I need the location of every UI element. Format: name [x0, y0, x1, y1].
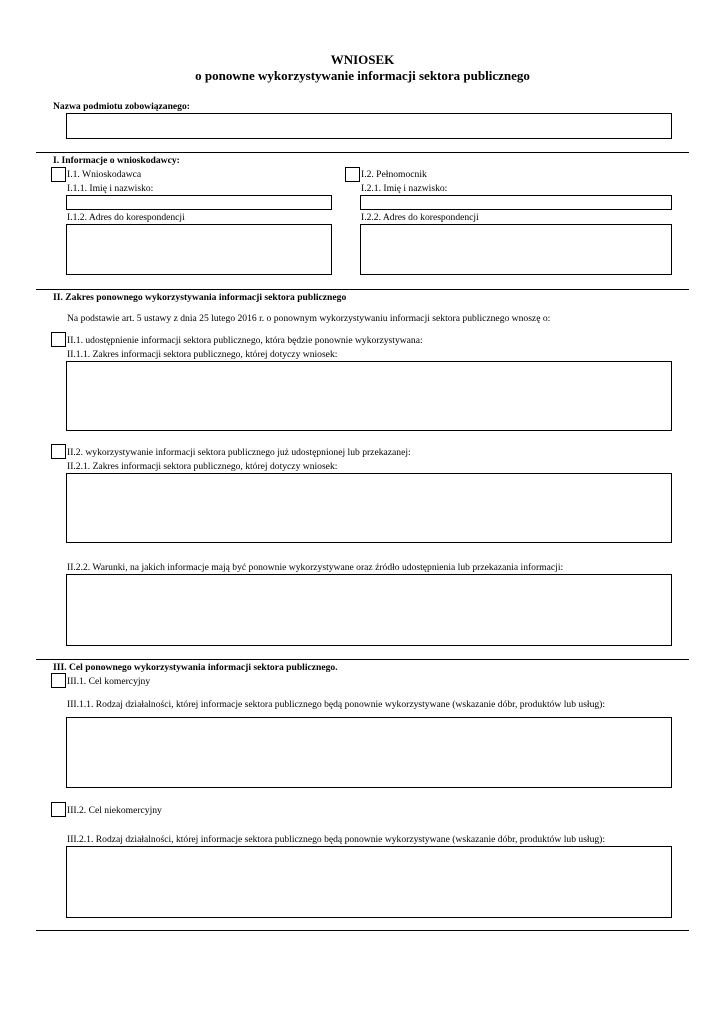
commercial-checkbox[interactable]	[51, 673, 66, 688]
section-divider	[36, 152, 689, 153]
proxy-address-field[interactable]	[360, 224, 672, 275]
section2-intro: Na podstawie art. 5 ustawy z dnia 25 lutego 2016 r. o ponownym wykorzystywaniu informacji sektora publicznego wnoszę o:	[67, 313, 551, 324]
proxy-address-label: I.2.2. Adres do korespondencji	[361, 212, 479, 223]
section-divider	[36, 289, 689, 290]
share-info-checkbox-label: II.1. udostępnienie informacji sektora publicznego, która będzie ponownie wykorzystywana:	[67, 335, 423, 346]
proxy-checkbox-label: I.2. Pełnomocnik	[361, 169, 427, 180]
section1-heading: I. Informacje o wnioskodawcy:	[53, 155, 180, 166]
share-info-scope-label: II.1.1. Zakres informacji sektora publicznego, której dotyczy wniosek:	[67, 349, 338, 360]
share-info-checkbox[interactable]	[51, 332, 66, 347]
applicant-name-field[interactable]	[66, 195, 332, 210]
reuse-conditions-field[interactable]	[66, 574, 672, 646]
noncommercial-activity-field[interactable]	[66, 846, 672, 918]
proxy-name-label: I.2.1. Imię i nazwisko:	[361, 183, 448, 194]
section-divider	[36, 930, 689, 931]
share-info-scope-field[interactable]	[66, 361, 672, 431]
applicant-checkbox[interactable]	[51, 167, 66, 182]
reuse-info-scope-field[interactable]	[66, 473, 672, 543]
noncommercial-activity-label: III.2.1. Rodzaj działalności, której informacje sektora publicznego będą ponownie wykorzystywane (wskazanie dóbr, produktów lub usług):	[67, 834, 606, 845]
commercial-activity-label: III.1.1. Rodzaj działalności, której informacje sektora publicznego będą ponownie wykorzystywane (wskazanie dóbr, produktów lub usług):	[67, 699, 606, 710]
reuse-info-checkbox[interactable]	[51, 444, 66, 459]
section-divider	[36, 659, 689, 660]
noncommercial-checkbox[interactable]	[51, 802, 66, 817]
applicant-address-label: I.1.2. Adres do korespondencji	[67, 212, 185, 223]
section3-heading: III. Cel ponownego wykorzystywania informacji sektora publicznego.	[53, 662, 338, 673]
commercial-checkbox-label: III.1. Cel komercyjny	[67, 676, 151, 687]
commercial-activity-field[interactable]	[66, 717, 672, 788]
applicant-name-label: I.1.1. Imię i nazwisko:	[67, 183, 154, 194]
reuse-info-checkbox-label: II.2. wykorzystywanie informacji sektora publicznego już udostępnionej lub przekazanej:	[67, 447, 411, 458]
proxy-name-field[interactable]	[360, 195, 672, 210]
section2-heading: II. Zakres ponownego wykorzystywania informacji sektora publicznego	[53, 292, 347, 303]
entity-name-field[interactable]	[66, 113, 672, 139]
proxy-checkbox[interactable]	[345, 167, 360, 182]
applicant-address-field[interactable]	[66, 224, 332, 275]
entity-name-label: Nazwa podmiotu zobowiązanego:	[53, 101, 190, 112]
reuse-info-scope-label: II.2.1. Zakres informacji sektora publicznego, której dotyczy wniosek:	[67, 461, 338, 472]
reuse-conditions-label: II.2.2. Warunki, na jakich informacje mają być ponownie wykorzystywane oraz źródło udostępnienia lub przekazania informacji:	[67, 562, 564, 573]
noncommercial-checkbox-label: III.2. Cel niekomercyjny	[67, 805, 162, 816]
document-subtitle: o ponowne wykorzystywanie informacji sektora publicznego	[195, 68, 530, 83]
applicant-checkbox-label: I.1. Wnioskodawca	[67, 169, 142, 180]
document-title: WNIOSEK	[330, 52, 395, 67]
